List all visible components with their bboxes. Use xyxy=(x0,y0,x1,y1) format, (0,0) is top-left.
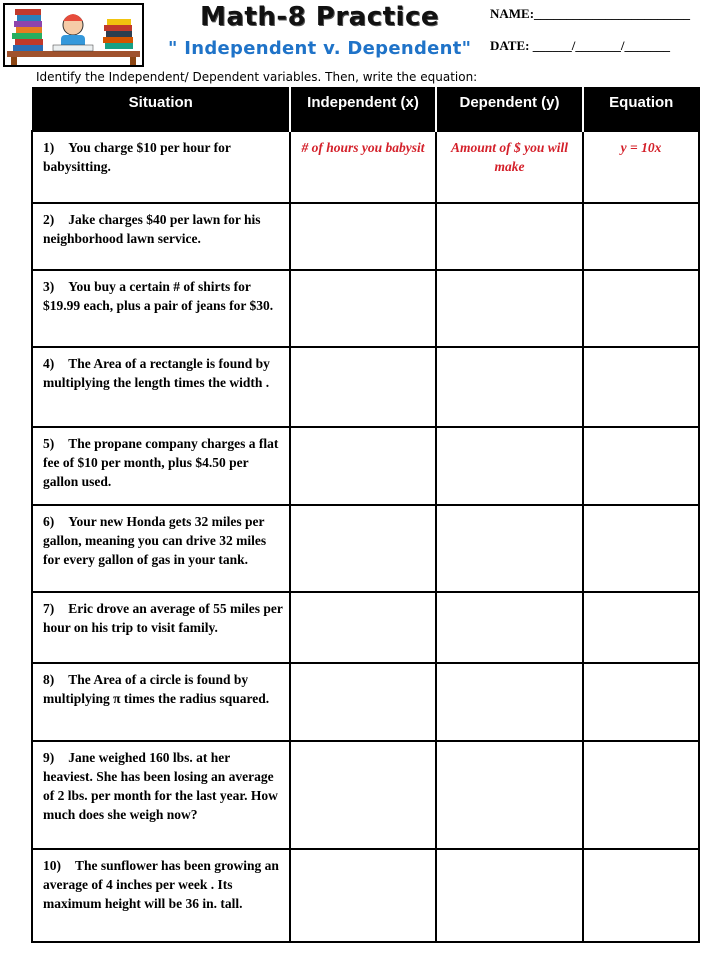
situation-cell xyxy=(32,741,290,849)
situation-cell xyxy=(32,505,290,592)
row-number: 6) xyxy=(43,513,55,529)
table-row xyxy=(32,741,699,849)
row-number: 8) xyxy=(43,671,55,687)
equation-cell[interactable] xyxy=(583,663,699,741)
independent-cell[interactable] xyxy=(290,592,436,663)
row-number: 3) xyxy=(43,278,55,294)
independent-cell[interactable] xyxy=(290,427,436,505)
situation-cell xyxy=(32,849,290,942)
dependent-cell[interactable] xyxy=(436,505,583,592)
situation-text: Jake charges $40 per lawn for his neighborhood lawn service. xyxy=(43,211,261,246)
independent-cell[interactable] xyxy=(290,347,436,427)
dependent-cell[interactable]: Amount of $ you will make xyxy=(436,131,583,203)
equation-cell[interactable] xyxy=(583,427,699,505)
independent-cell[interactable] xyxy=(290,270,436,347)
situation-cell xyxy=(32,592,290,663)
dependent-cell[interactable] xyxy=(436,592,583,663)
equation-cell[interactable] xyxy=(583,347,699,427)
worksheet-table xyxy=(31,87,700,943)
situation-text: The propane company charges a flat fee of $10 per month, plus $4.50 per gallon used. xyxy=(43,435,279,489)
table-row xyxy=(32,203,699,270)
table-row xyxy=(32,505,699,592)
situation-text: Eric drove an average of 55 miles per hour on his trip to visit family. xyxy=(43,600,283,635)
date-field: DATE: ______/_______/_______ xyxy=(490,38,670,53)
equation-cell[interactable] xyxy=(583,270,699,347)
situation-text: The Area of a circle is found by multiplying π times the radius squared. xyxy=(43,671,270,706)
header-situation: Situation xyxy=(32,88,290,131)
table-row xyxy=(32,270,699,347)
table-row xyxy=(32,347,699,427)
header-independent: Independent (x) xyxy=(290,88,436,131)
situation-text: The sunflower has been growing an average of 4 inches per week . Its maximum height will be 36 in. tall. xyxy=(43,857,279,911)
page-subtitle: " Independent v. Dependent" xyxy=(168,38,472,59)
row-number: 4) xyxy=(43,355,55,371)
situation-cell xyxy=(32,270,290,347)
row-number: 9) xyxy=(43,749,55,765)
row-number: 2) xyxy=(43,211,55,227)
situation-cell xyxy=(32,347,290,427)
student-at-desk-icon xyxy=(5,5,142,65)
equation-cell[interactable] xyxy=(583,203,699,270)
independent-cell[interactable] xyxy=(290,663,436,741)
header-equation: Equation xyxy=(583,88,699,131)
row-number: 1) xyxy=(43,139,55,155)
dependent-cell[interactable] xyxy=(436,663,583,741)
independent-cell[interactable] xyxy=(290,741,436,849)
equation-cell[interactable]: y = 10x xyxy=(583,131,699,203)
table-row xyxy=(32,131,699,203)
table-header-row xyxy=(32,88,699,131)
table-row xyxy=(32,849,699,942)
dependent-cell[interactable] xyxy=(436,427,583,505)
header-dependent: Dependent (y) xyxy=(436,88,583,131)
dependent-cell[interactable] xyxy=(436,741,583,849)
situation-cell xyxy=(32,663,290,741)
independent-cell[interactable] xyxy=(290,203,436,270)
table-row xyxy=(32,663,699,741)
independent-cell[interactable] xyxy=(290,505,436,592)
row-number: 5) xyxy=(43,435,55,451)
table-row xyxy=(32,592,699,663)
situation-text: You buy a certain # of shirts for $19.99 each, plus a pair of jeans for $30. xyxy=(43,278,274,313)
equation-cell[interactable] xyxy=(583,592,699,663)
dependent-cell[interactable] xyxy=(436,203,583,270)
name-field: NAME:________________________ xyxy=(490,6,691,21)
independent-cell[interactable]: # of hours you babysit xyxy=(290,131,436,203)
instructions-text: Identify the Independent/ Dependent variables. Then, write the equation: xyxy=(36,70,478,84)
dependent-cell[interactable] xyxy=(436,270,583,347)
situation-cell xyxy=(32,427,290,505)
situation-text: Jane weighed 160 lbs. at her heaviest. She has been losing an average of 2 lbs. per month for the last year. How much does she weigh now? xyxy=(43,749,278,822)
row-number: 10) xyxy=(43,857,61,873)
situation-cell xyxy=(32,203,290,270)
situation-text: You charge $10 per hour for babysitting. xyxy=(43,139,231,174)
table-row xyxy=(32,427,699,505)
independent-cell[interactable] xyxy=(290,849,436,942)
situation-cell xyxy=(32,131,290,203)
row-number: 7) xyxy=(43,600,55,616)
situation-text: The Area of a rectangle is found by multiplying the length times the width . xyxy=(43,355,270,390)
student-clipart-image xyxy=(3,3,144,67)
page-title: Math-8 Practice xyxy=(200,2,440,32)
equation-cell[interactable] xyxy=(583,505,699,592)
dependent-cell[interactable] xyxy=(436,849,583,942)
dependent-cell[interactable] xyxy=(436,347,583,427)
situation-text: Your new Honda gets 32 miles per gallon, meaning you can drive 32 miles for every gallon of gas in your tank. xyxy=(43,513,267,567)
equation-cell[interactable] xyxy=(583,849,699,942)
equation-cell[interactable] xyxy=(583,741,699,849)
